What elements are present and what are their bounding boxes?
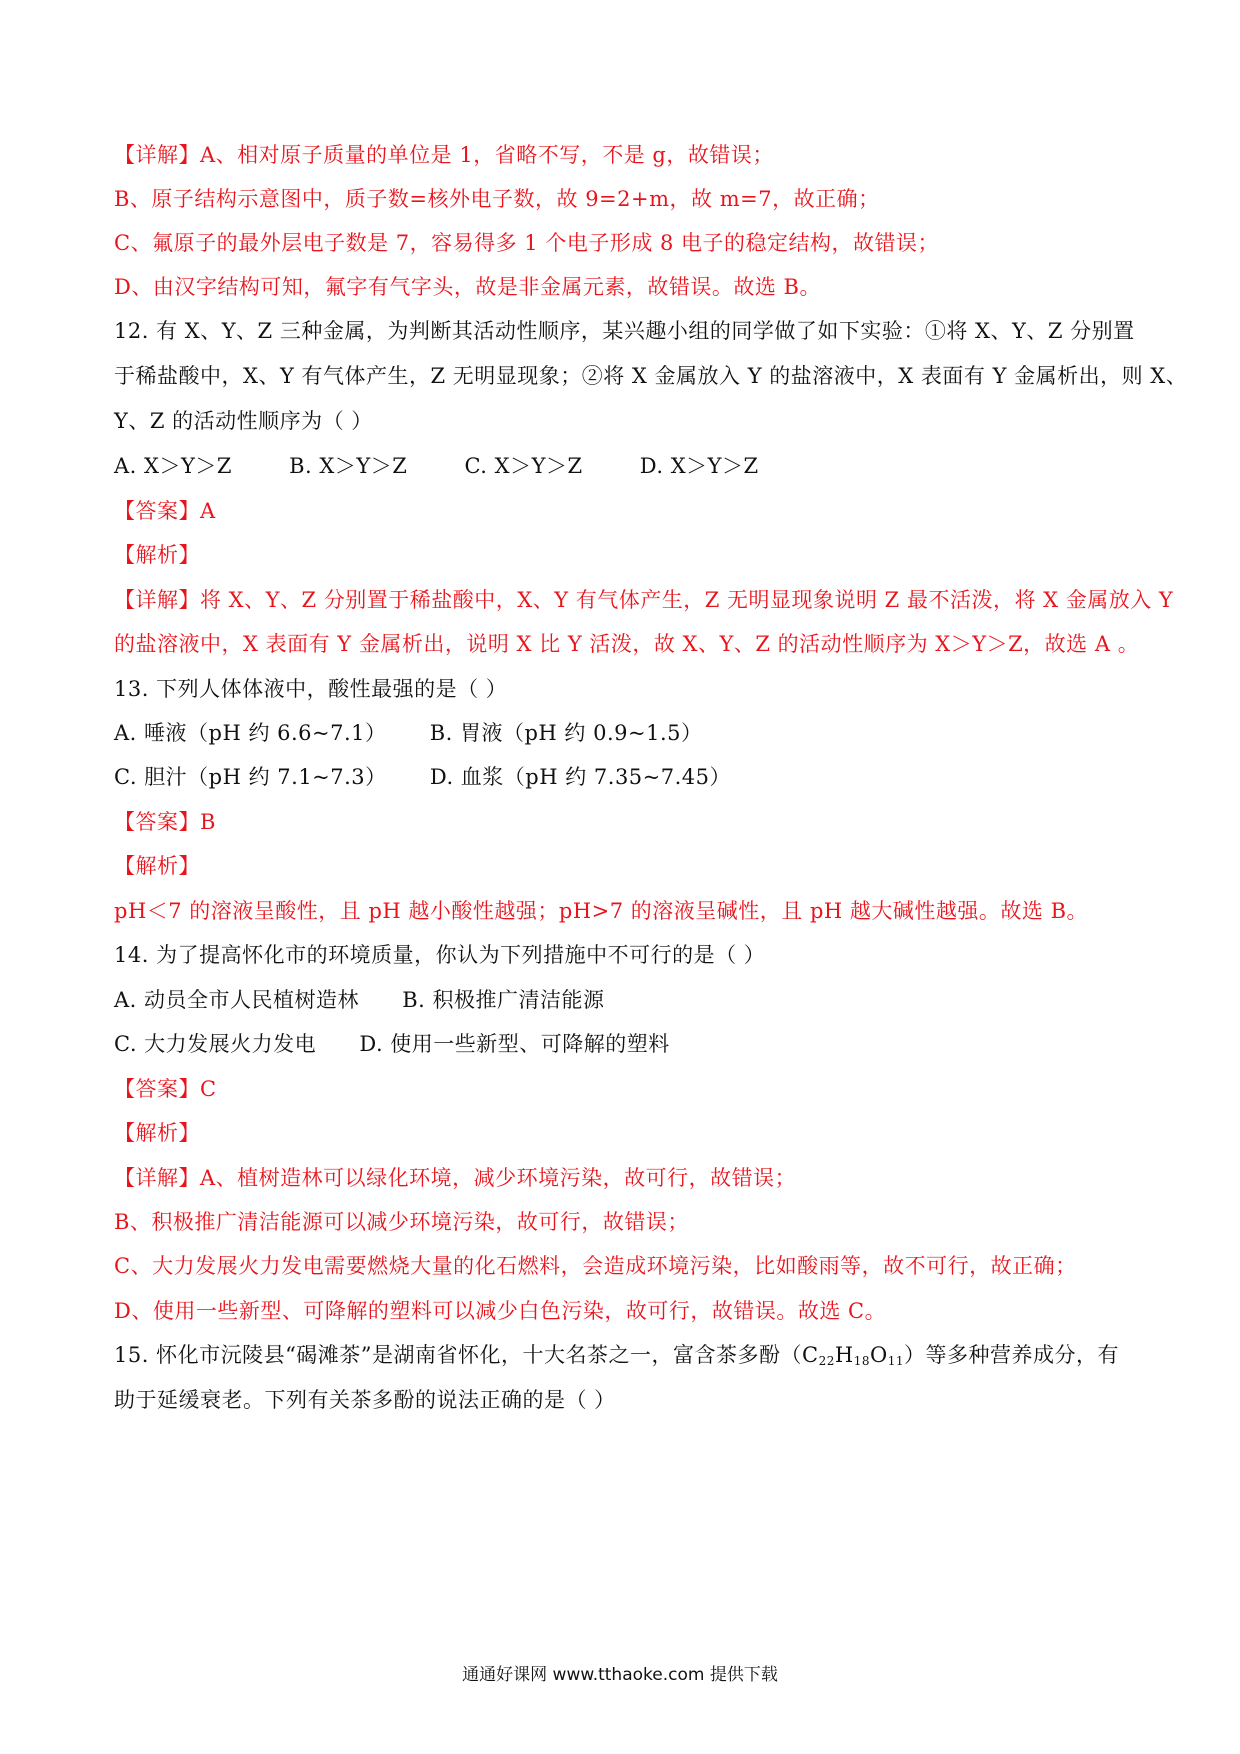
detail-line: 的盐溶液中，X 表面有 Y 金属析出，说明 X 比 Y 活泼，故 X、Y、Z 的活动性顺序为 X＞Y＞Z，故选 A 。 [114,632,1140,656]
detail-line: 【详解】A、相对原子质量的单位是 1，省略不写，不是 g，故错误； [114,143,774,167]
option-c: C. X＞Y＞Z [464,454,583,478]
detail-line: C、大力发展火力发电需要燃烧大量的化石燃料，会造成环境污染，比如酸雨等，故不可行，故正确； [114,1254,1077,1278]
options-row [114,718,702,748]
answer-label: 【答案】C [114,1077,217,1101]
question-stem: Y、Z 的活动性顺序为（ ） [114,409,373,433]
option-c: C. 胆汁（pH 约 7.1~7.3） [114,765,387,789]
question-stem: 15. 怀化市沅陵县“碣滩茶”是湖南省怀化，十大名茶之一，富含茶多酚$(C_{22}H_{18}O_{11})$等多种营养成分，有 [114,1343,1119,1368]
question-stem: 13. 下列人体体液中，酸性最强的是（ ） [114,677,508,701]
option-b: B. 胃液（pH 约 0.9~1.5） [429,721,703,745]
question-stem: 于稀盐酸中，X、Y 有气体产生，Z 无明显现象；②将 X 金属放入 Y 的盐溶液中，X 表面有 Y 金属析出，则 X、 [114,364,1188,388]
detail-line: C、氟原子的最外层电子数是 7，容易得多 1 个电子形成 8 电子的稳定结构，故错误； [114,231,940,255]
options-row [114,451,759,481]
options-row [114,762,731,792]
option-b: B. X＞Y＞Z [289,454,408,478]
option-a: A. 唾液（pH 约 6.6~7.1） [114,721,387,745]
answer-label: 【答案】B [114,810,216,834]
option-d: D. X＞Y＞Z [639,454,759,478]
option-d: D. 血浆（pH 约 7.35~7.45） [429,765,732,789]
option-a: A. X＞Y＞Z [114,454,232,478]
detail-line: B、原子结构示意图中，质子数=核外电子数，故 9=2+m，故 m=7，故正确； [114,187,880,211]
option-c: C. 大力发展火力发电 [114,1032,317,1056]
option-a: A. 动员全市人民植树造林 [114,988,360,1012]
analysis-label: 【解析】 [114,1121,200,1145]
option-b: B. 积极推广清洁能源 [402,988,605,1012]
options-row [114,1029,670,1059]
question-stem: 14. 为了提高怀化市的环境质量，你认为下列措施中不可行的是（ ） [114,943,766,967]
analysis-label: 【解析】 [114,543,200,567]
options-row [114,985,605,1015]
detail-line: D、使用一些新型、可降解的塑料可以减少白色污染，故可行，故错误。故选 C。 [114,1299,887,1323]
option-d: D. 使用一些新型、可降解的塑料 [359,1032,670,1056]
detail-line: B、积极推广清洁能源可以减少环境污染，故可行，故错误； [114,1210,689,1234]
detail-line: 【详解】A、植树造林可以绿化环境，减少环境污染，故可行，故错误； [114,1166,797,1190]
question-stem: 助于延缓衰老。下列有关茶多酚的说法正确的是（ ） [114,1388,616,1412]
footer-text: 通通好课网 www.tthaoke.com 提供下载 [462,1665,778,1685]
analysis-label: 【解析】 [114,854,200,878]
answer-label: 【答案】A [114,499,216,523]
detail-line: pH＜7 的溶液呈酸性，且 pH 越小酸性越强；pH>7 的溶液呈碱性，且 pH 越大碱性越强。故选 B。 [114,899,1088,923]
detail-line: 【详解】将 X、Y、Z 分别置于稀盐酸中，X、Y 有气体产生，Z 无明显现象说明 Z 最不活泼，将 X 金属放入 Y [114,588,1174,612]
question-stem: 12. 有 X、Y、Z 三种金属，为判断其活动性顺序，某兴趣小组的同学做了如下实验：①将 X、Y、Z 分别置 [114,319,1135,343]
detail-line: D、由汉字结构可知，氟字有气字头，故是非金属元素，故错误。故选 B。 [114,275,821,299]
